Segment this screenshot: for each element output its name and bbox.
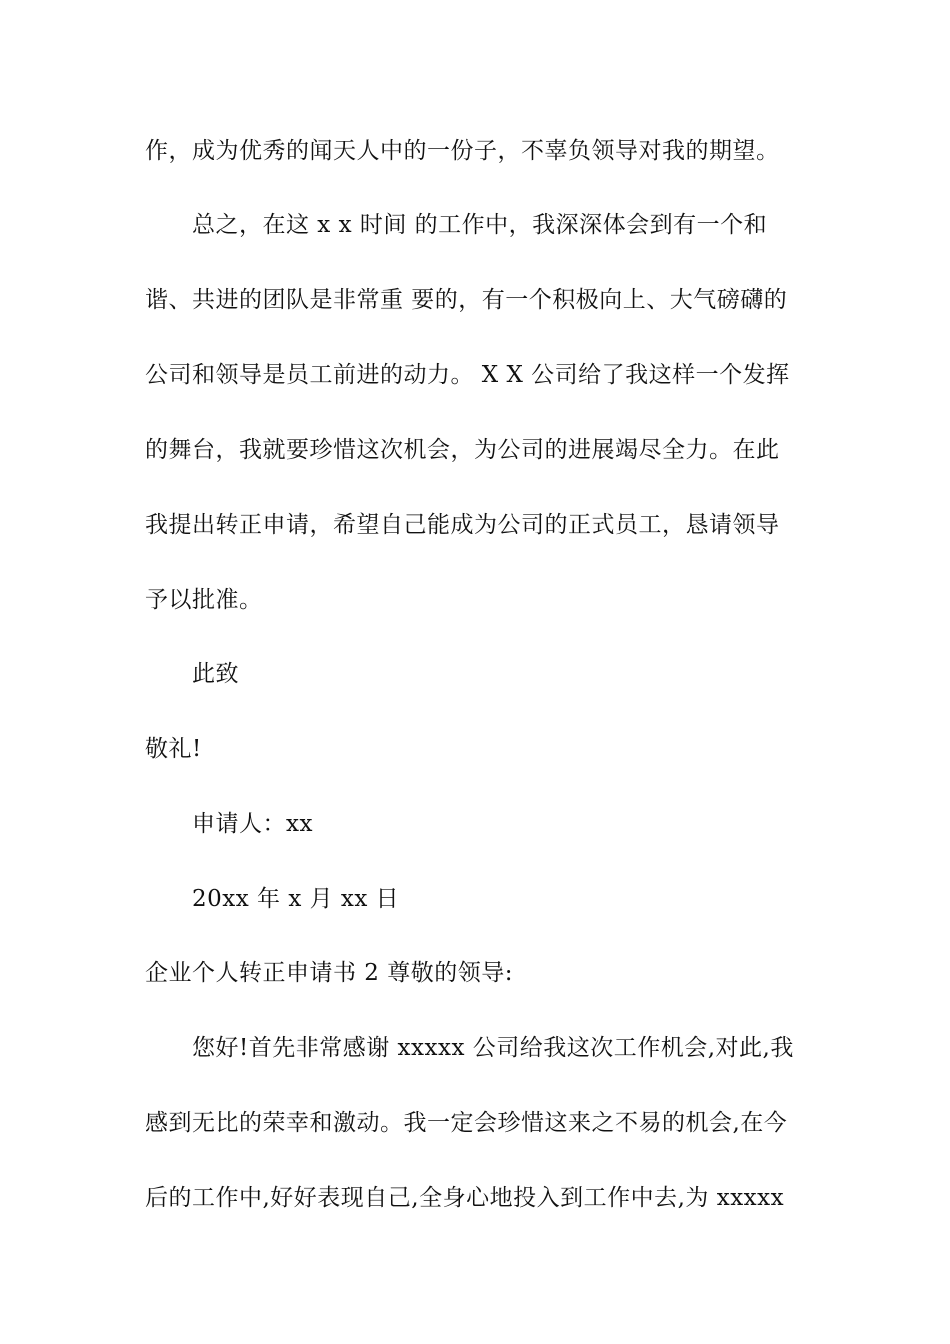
paragraph-line: 作，成为优秀的闻天人中的一份子，不辜负领导对我的期望。 [145,138,780,164]
paragraph-line: 您好!首先非常感谢 xxxxx 公司给我这次工作机会,对此,我 [192,1035,794,1061]
paragraph-line: 后的工作中,好好表现自己,全身心地投入到工作中去,为 xxxxx [145,1185,785,1211]
paragraph-line: 公司和领导是员工前进的动力。 X X 公司给了我这样一个发挥 [145,362,790,388]
paragraph-line: 感到无比的荣幸和激动。我一定会珍惜这来之不易的机会,在今 [145,1110,788,1136]
closing-regards: 敬礼! [145,736,202,762]
applicant-signature: 申请人：xx [192,811,313,837]
letter-date: 20xx 年 x 月 xx 日 [192,886,400,912]
paragraph-line: 谐、共进的团队是非常重 要的，有一个积极向上、大气磅礴的 [145,287,788,313]
paragraph-line: 予以批准。 [145,587,263,613]
paragraph-line: 的舞台，我就要珍惜这次机会，为公司的进展竭尽全力。在此 [145,437,780,463]
section-heading: 企业个人转正申请书 2 尊敬的领导: [145,960,514,986]
paragraph-line: 总之，在这 x x 时间 的工作中，我深深体会到有一个和 [192,212,768,238]
closing-salutation: 此致 [192,661,239,687]
paragraph-line: 我提出转正申请，希望自己能成为公司的正式员工，恳请领导 [145,512,780,538]
